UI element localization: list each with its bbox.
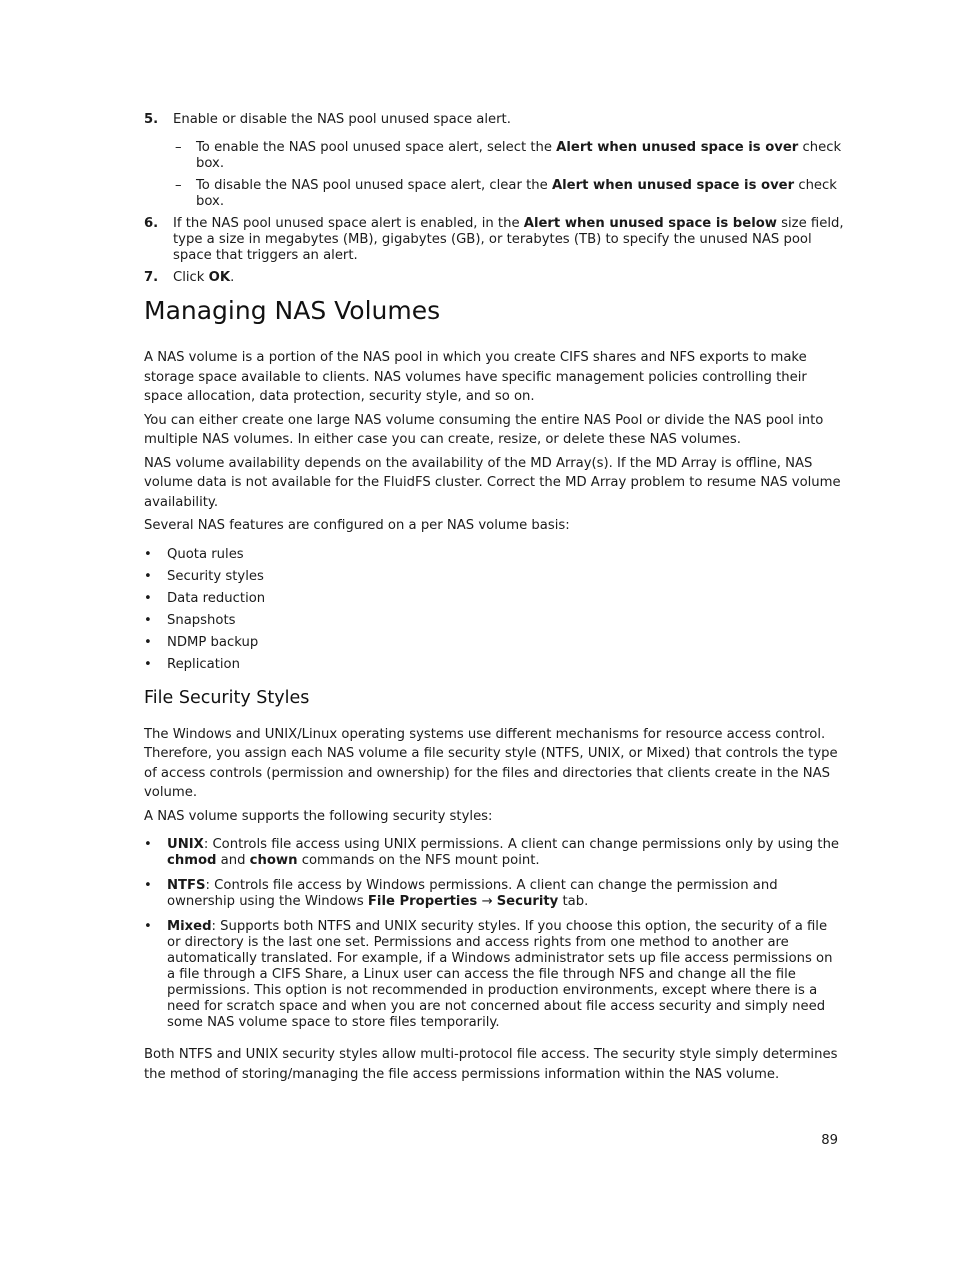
style-name: Mixed (167, 919, 212, 934)
list-item (144, 635, 844, 651)
list-item-mixed (144, 919, 844, 1031)
bullet-marker: • (144, 837, 152, 852)
list-item-text: Replication (167, 656, 240, 672)
sublist-text: To disable the NAS pool unused space alert, clear the (196, 178, 552, 193)
step-number: 6. (144, 216, 159, 231)
bullet-marker: • (144, 568, 152, 584)
style-name: NTFS (167, 878, 206, 893)
list-item-unix (144, 837, 844, 869)
sublist-text: check box. (196, 140, 842, 171)
tab-name: Security (496, 894, 559, 909)
step-text: If the NAS pool unused space alert is enabled, in the (173, 216, 524, 231)
command-name: chown (249, 853, 298, 868)
subsection-title: File Security Styles (144, 687, 310, 708)
paragraph: The Windows and UNIX/Linux operating systems use different mechanisms for resource access control. Therefore, you assign each NAS volume a file security style (NTFS, UNIX, or Mixed) that controls the type of access controls (permission and ownership) for the files and directories that clients create in the NAS volume. (144, 726, 838, 800)
sublist-text: To enable the NAS pool unused space alert, select the (196, 140, 557, 155)
field-name: Alert when unused space is below (523, 216, 777, 231)
bullet-marker: • (144, 656, 152, 672)
paragraph: Several NAS features are configured on a per NAS volume basis: (144, 518, 570, 533)
sublist-item (173, 178, 844, 210)
menu-name: File Properties (367, 894, 478, 909)
paragraph: You can either create one large NAS volume consuming the entire NAS Pool or divide the NAS pool into multiple NAS volumes. In either case you can create, resize, or delete these NAS volumes. (144, 412, 824, 447)
button-name: OK (208, 270, 231, 285)
paragraph: A NAS volume is a portion of the NAS pool in which you create CIFS shares and NFS exports to make storage space available to clients. NAS volumes have specific management policies controlling their space allocation, data protection, security style, and so on. (144, 350, 807, 404)
list-item-text: Data reduction (167, 590, 266, 606)
step-text: Click (173, 270, 209, 285)
dash-marker: – (175, 140, 182, 155)
style-text: → (477, 894, 497, 909)
style-text: tab. (558, 894, 589, 909)
step-5 (144, 112, 844, 210)
style-text: and (216, 853, 250, 868)
feature-list (144, 547, 844, 673)
step-text: size field, type a size in megabytes (MB), gigabytes (GB), or terabytes (TB) to specify the unused NAS pool space that triggers an alert. (173, 216, 844, 263)
list-item (144, 569, 844, 585)
paragraph: NAS volume availability depends on the availability of the MD Array(s). If the MD Array is offline, NAS volume data is not available for the FluidFS cluster. Correct the MD Array problem to resume NAS volume availability. (144, 455, 841, 510)
sublist-item (173, 140, 844, 172)
style-text: commands on the NFS mount point. (297, 853, 540, 868)
style-text: : Supports both NTFS and UNIX security styles. If you choose this option, the security of a file or directory is the last one set. Permissions and access rights from one method to another are automatically translated. For example, if a Windows administrator sets up file access permissions on a file through a CIFS Share, a Linux user can access the file through NFS and change all the file permissions. This option is not recommended in production environments, except where there is a need for scratch space and when you are not concerned about file access security and simply need some NAS volume space to store files temporarily. (167, 919, 833, 1030)
step-text: . (230, 270, 235, 285)
command-name: chmod (167, 853, 217, 868)
bullet-marker: • (144, 878, 152, 893)
section-title: Managing NAS Volumes (144, 296, 441, 325)
paragraph: Both NTFS and UNIX security styles allow multi-protocol file access. The security style simply determines the method of storing/managing the file access permissions information within the NAS volume. (144, 1047, 838, 1082)
step-7 (144, 270, 844, 286)
paragraph: A NAS volume supports the following security styles: (144, 808, 493, 824)
list-item (144, 613, 844, 629)
bullet-marker: • (144, 590, 152, 606)
sublist-text: check box. (196, 178, 837, 209)
bullet-marker: • (144, 634, 152, 650)
dash-marker: – (175, 178, 182, 193)
list-item (144, 547, 844, 563)
bullet-marker: • (144, 546, 152, 562)
step-6 (144, 216, 844, 264)
list-item-text: Quota rules (167, 546, 244, 562)
bullet-marker: • (144, 612, 152, 628)
option-name: Alert when unused space is over (551, 178, 795, 193)
option-name: Alert when unused space is over (556, 140, 799, 155)
page-number: 89 (821, 1133, 838, 1148)
style-text: : Controls file access using UNIX permissions. A client can change permissions only by using the (203, 837, 840, 852)
list-item-text: Security styles (167, 568, 264, 584)
list-item-ntfs (144, 878, 844, 910)
style-text: : Controls file access by Windows permissions. A client can change the permission and ownership using the Windows (167, 878, 778, 909)
bullet-marker: • (144, 919, 152, 934)
list-item-text: NDMP backup (167, 634, 259, 650)
list-item-text: Snapshots (167, 612, 236, 628)
security-style-list (144, 837, 844, 1031)
step-number: 5. (144, 112, 159, 127)
style-name: UNIX (167, 837, 204, 852)
step-text: Enable or disable the NAS pool unused space alert. (173, 112, 511, 127)
step-number: 7. (144, 270, 159, 285)
step-5-sublist (173, 140, 844, 210)
list-item (144, 591, 844, 607)
document-page (144, 112, 844, 1088)
list-item (144, 657, 844, 673)
